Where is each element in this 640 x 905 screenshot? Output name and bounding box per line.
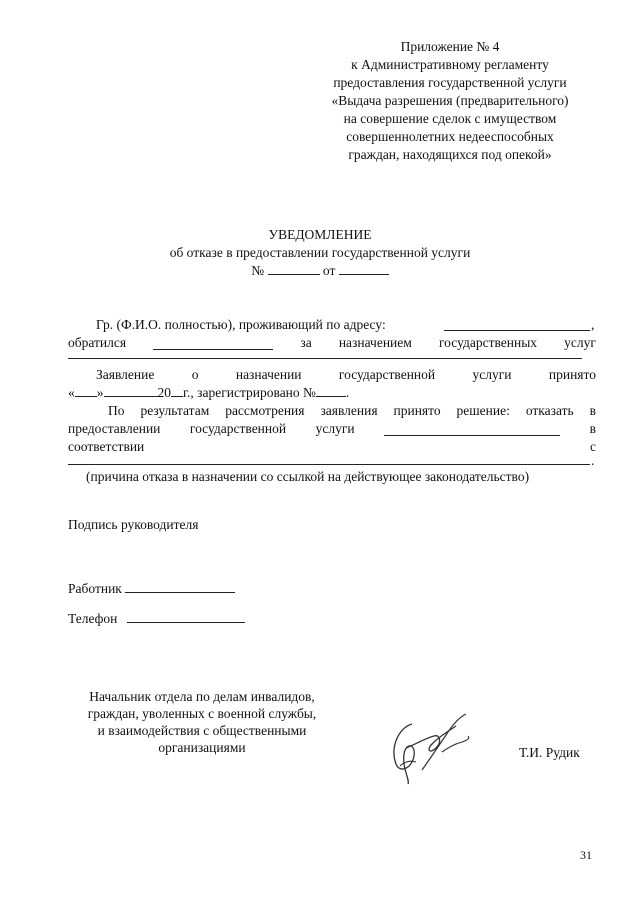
appendix-line: граждан, находящихся под опекой» (348, 147, 552, 162)
registered-label: г., зарегистрировано № (183, 385, 316, 400)
word: обратился (68, 335, 127, 350)
registration-line (68, 384, 349, 401)
service-name-blank (384, 423, 560, 436)
applicant-line (96, 316, 386, 333)
appendix-line: предоставления государственной услуги (333, 75, 567, 90)
reason-blank-line (68, 464, 590, 465)
word: назначением (338, 335, 412, 350)
appendix-line: совершеннолетних недееспособных (346, 129, 554, 144)
service-blank-line (68, 358, 582, 359)
refusal-service-line (68, 420, 596, 437)
from-label: от (322, 263, 336, 278)
month-blank (104, 384, 158, 397)
document-title: УВЕДОМЛЕНИЕ (268, 227, 372, 242)
worker-line (68, 580, 235, 597)
accordance-line (68, 438, 596, 455)
word: услуги (472, 367, 512, 382)
position-block (68, 688, 336, 756)
appendix-header (300, 38, 600, 164)
appendix-line: к Административному регламенту (351, 57, 549, 72)
position-line: организациями (158, 740, 246, 755)
applicant-label: Гр. (Ф.И.О. полностью), проживающий по адресу: (96, 317, 386, 332)
period: . (345, 385, 350, 400)
line1-comma: , (591, 317, 595, 332)
word: предоставлении (68, 421, 161, 436)
word: назначении (235, 367, 302, 382)
decision-line (108, 402, 596, 419)
number-label: № (251, 263, 265, 278)
reason-note: (причина отказа в назначении со ссылкой на действующее законодательство) (86, 469, 530, 484)
word: решение: (456, 403, 510, 418)
quote-close: » (96, 385, 104, 400)
worker-blank (125, 580, 235, 593)
word: По (108, 403, 125, 418)
handwritten-signature (382, 708, 482, 786)
appendix-line: «Выдача разрешения (предварительного) (331, 93, 569, 108)
word: заявления (320, 403, 378, 418)
statement-line (96, 366, 596, 383)
word: с (590, 439, 596, 454)
number-blank (268, 262, 320, 275)
year-prefix: 20 (157, 385, 171, 400)
word: государственной (338, 367, 436, 382)
reg-number-blank (316, 384, 346, 397)
quote-open: « (68, 385, 75, 400)
word: в (589, 403, 596, 418)
word: соответствии (68, 439, 145, 454)
word: результатам (140, 403, 210, 418)
word: государственной (189, 421, 287, 436)
page-number: 31 (580, 848, 592, 862)
phone-line (68, 610, 245, 627)
word: Заявление (96, 367, 155, 382)
appendix-line: Приложение № 4 (400, 39, 500, 54)
line8-period: . (591, 453, 595, 468)
word: в (589, 421, 596, 436)
worker-label: Работник (68, 581, 122, 596)
word: за (300, 335, 312, 350)
word: государственных (438, 335, 538, 350)
applied-date-blank (153, 337, 273, 350)
applied-line (68, 334, 596, 351)
appendix-line: на совершение сделок с имуществом (343, 111, 557, 126)
word: услуги (315, 421, 355, 436)
word: о (191, 367, 199, 382)
day-blank (75, 384, 97, 397)
word: принято (548, 367, 596, 382)
word: рассмотрения (225, 403, 305, 418)
date-blank (339, 262, 389, 275)
position-line: и взаимодействия с общественными (97, 723, 307, 738)
head-signature-label: Подпись руководителя (68, 517, 199, 532)
word: отказать (525, 403, 574, 418)
word: услуг (564, 335, 596, 350)
phone-blank (127, 610, 245, 623)
official-name: Т.И. Рудик (519, 745, 580, 760)
notice-number-line (0, 262, 640, 279)
document-subtitle: об отказе в предоставлении государственной услуги (169, 245, 471, 260)
phone-label: Телефон (68, 611, 118, 626)
year-blank (171, 384, 183, 397)
word: принято (393, 403, 441, 418)
position-line: граждан, уволенных с военной службы, (87, 706, 317, 721)
address-blank (444, 330, 590, 331)
position-line: Начальник отдела по делам инвалидов, (89, 689, 315, 704)
